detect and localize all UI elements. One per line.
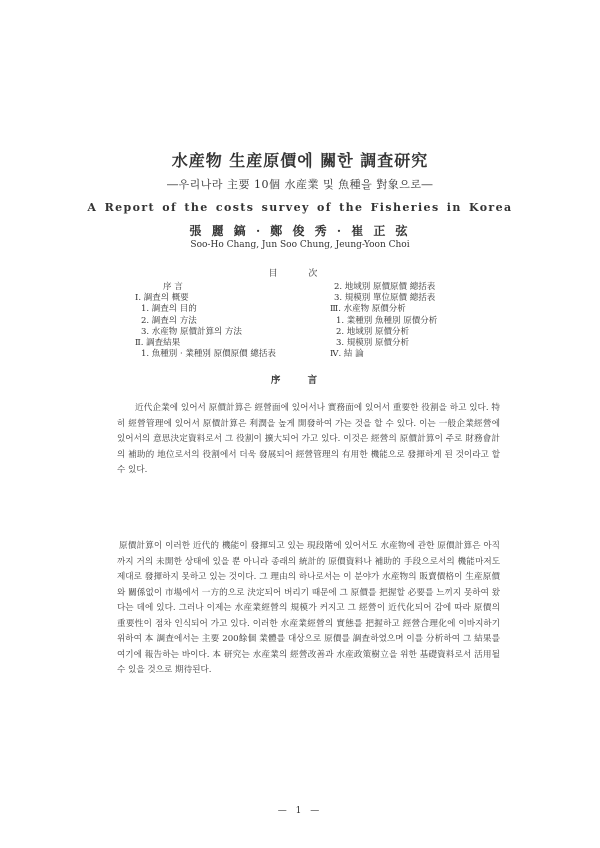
toc-item: 2. 調査의 方法	[141, 315, 197, 326]
toc-item: 2. 地域別 原價分析	[336, 326, 410, 337]
page-number: — 1 —	[277, 806, 323, 816]
paragraph-text: 原價計算이 이러한 近代的 機能이 發揮되고 있는 現段階에 있어서도 水産物에 관한 原價計算은 아직까지 거의 未開한 상태에 있을 뿐 아니라 종래의 統計的 原價資料나 補助的 手段으로서의 機能마저도 제대로 發揮하지 못하고 있는 것이다. 그 理由의 하나로서는 이 분야가 水産物의 販賣價格이 生産原價와 關係없이 市場에서 一方的으로 決定되어 버리기 때문에 그 原價를 把握할 必要를 느끼지 못하여 왔다는 데에 있다. 그러나 이제는 水産業經營의 規模가 커지고 그 經營이 近代化되어 감에 따라 原價의 重要性이 점차 인식되어 가고 있다. 이러한 水産業經營의 實態를 把握하고 經營合理化에 이바지하기 위하여 本 調査에서는 主要 200餘個 業體를 대상으로 原價를 調査하였으며 이를 分析하여 그 結果를 여기에 報告하는 바이다. 本 研究는 水産業의 經營改善과 水産政策樹立을 위한 基礎資料로서 活用될 수 있을 것으로 期待된다.	[117, 541, 500, 675]
authors-korean: 張 麗 鎬 · 鄭 俊 秀 · 崔 正 弦	[189, 224, 411, 238]
toc-item: 1. 魚種別 · 業種別 原價原價 總括表	[141, 349, 276, 360]
toc-item: 序 言	[163, 282, 183, 292]
toc-item: 3. 規模別 單位原價 總括表	[334, 293, 436, 304]
toc-item: Ⅳ. 結 論	[330, 349, 364, 360]
body-paragraph-2	[117, 539, 500, 679]
toc-item: Ⅲ. 水産物 原價分析	[330, 304, 406, 315]
toc-item: Ⅰ. 調査의 概要	[135, 293, 189, 304]
paper-subtitle: ―우리나라 主要 10個 水産業 및 魚種을 對象으로―	[167, 178, 433, 191]
body-paragraph-1	[117, 401, 500, 479]
authors-english: Soo-Ho Chang, Jun Soo Chung, Jeung-Yoon Choi	[190, 240, 410, 250]
toc-item: Ⅱ. 調査結果	[135, 338, 181, 349]
toc-item: 2. 地域別 原價原價 總括表	[334, 282, 436, 292]
toc-item: 3. 規模別 原價分析	[336, 338, 410, 349]
toc-left-column	[135, 282, 325, 360]
toc-heading: 目 次	[268, 269, 332, 279]
toc-right-column	[330, 282, 520, 360]
paragraph-text: 近代企業에 있어서 原價計算은 經營面에 있어서나 實務面에 있어서 重要한 役割을 하고 있다. 特히 經營管理에 있어서 原價計算은 利潤을 높게 開發하여 가는 것을 할 수 있다. 이는 一般企業經營에 있어서의 意思決定資料로서 그 役割이 擴大되어 가고 있다. 이것은 經營의 原價計算이 주로 財務會計의 補助的 地位로서의 役割에서 더욱 發展되어 經營管理의 有用한 機能으로 發揮하게 된 것이라고 할 수 있다.	[117, 403, 500, 475]
toc-item: 3. 水産物 原價計算의 方法	[141, 326, 242, 337]
toc-item: 1. 調査의 目的	[141, 304, 197, 315]
toc-item: 1. 業種別 魚種別 原價分析	[336, 315, 438, 326]
paper-title: 水産物 生産原價에 關한 調査研究	[171, 151, 429, 170]
english-title: A Report of the costs survey of the Fisheries in Korea	[87, 201, 513, 214]
section-heading: 序 言	[270, 375, 330, 386]
